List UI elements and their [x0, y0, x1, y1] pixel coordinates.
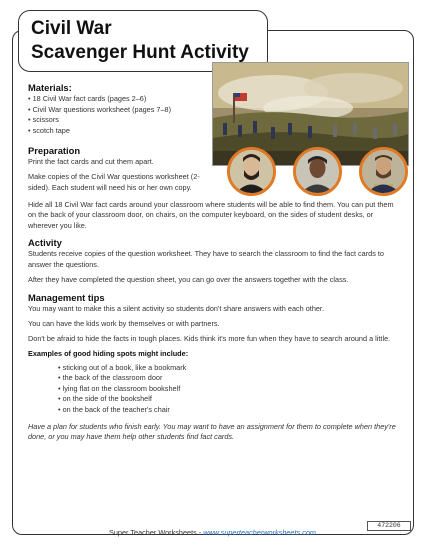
- footer-site-link[interactable]: www.superteacherworksheets.com: [203, 528, 316, 537]
- materials-heading: Materials:: [28, 82, 72, 93]
- list-item: • lying flat on the classroom bookshelf: [58, 384, 400, 395]
- content: [28, 82, 400, 447]
- management-p2: You can have the kids work by themselves or with partners.: [28, 318, 220, 328]
- preparation-p3: Hide all 18 Civil War fact cards around your classroom where students will be able to find them. You can put them on the back of your classroom door, on chairs, on the computer keyboard, on the sides of student desks, or wherever you like.: [28, 199, 394, 230]
- list-item: • the back of the classroom door: [58, 373, 400, 384]
- list-item: • on the back of the teacher's chair: [58, 405, 400, 416]
- footer: [0, 528, 425, 537]
- management-p1: You may want to make this a silent activity so students don't share answers with each other.: [28, 303, 324, 313]
- list-item: • scotch tape: [28, 126, 400, 137]
- title-line-1: Civil War: [31, 18, 112, 39]
- closing-note: Have a plan for students who finish early. You may want to have an assignment for them to complete when they're done, or you may have them help other students find fact cards.: [28, 421, 396, 442]
- preparation-p2: Make copies of the Civil War questions worksheet (2-sided). Each student will need his or her own copy.: [28, 172, 200, 193]
- management-p3: Don't be afraid to hide the facts in tough places. Kids think it's more fun when they have to search around a little.: [28, 333, 391, 343]
- spots-list: [58, 363, 400, 416]
- title-line-2: Scavenger Hunt Activity: [31, 42, 249, 63]
- management-heading: Management tips: [28, 291, 105, 303]
- materials-list: [28, 94, 400, 136]
- preparation-heading: Preparation: [28, 145, 81, 157]
- list-item: • on the side of the bookshelf: [58, 394, 400, 405]
- preparation-p1: Print the fact cards and cut them apart.: [28, 157, 154, 167]
- footer-brand: Super Teacher Worksheets -: [109, 528, 204, 537]
- activity-heading: Activity: [28, 237, 62, 249]
- list-item: • Civil War questions worksheet (pages 7–8): [28, 105, 400, 116]
- spots-heading: Examples of good hiding spots might include:: [28, 349, 189, 358]
- list-item: • 18 Civil War fact cards (pages 2–6): [28, 94, 400, 105]
- list-item: • scissors: [28, 115, 400, 126]
- worksheet-code: 472206: [367, 521, 411, 531]
- list-item: • sticking out of a book, like a bookmark: [58, 363, 400, 374]
- activity-p2: After they have completed the question sheet, you can go over the answers together with the class.: [28, 275, 349, 285]
- activity-p1: Students receive copies of the question worksheet. They have to search the classroom to find the fact cards to answer the questions.: [28, 249, 384, 270]
